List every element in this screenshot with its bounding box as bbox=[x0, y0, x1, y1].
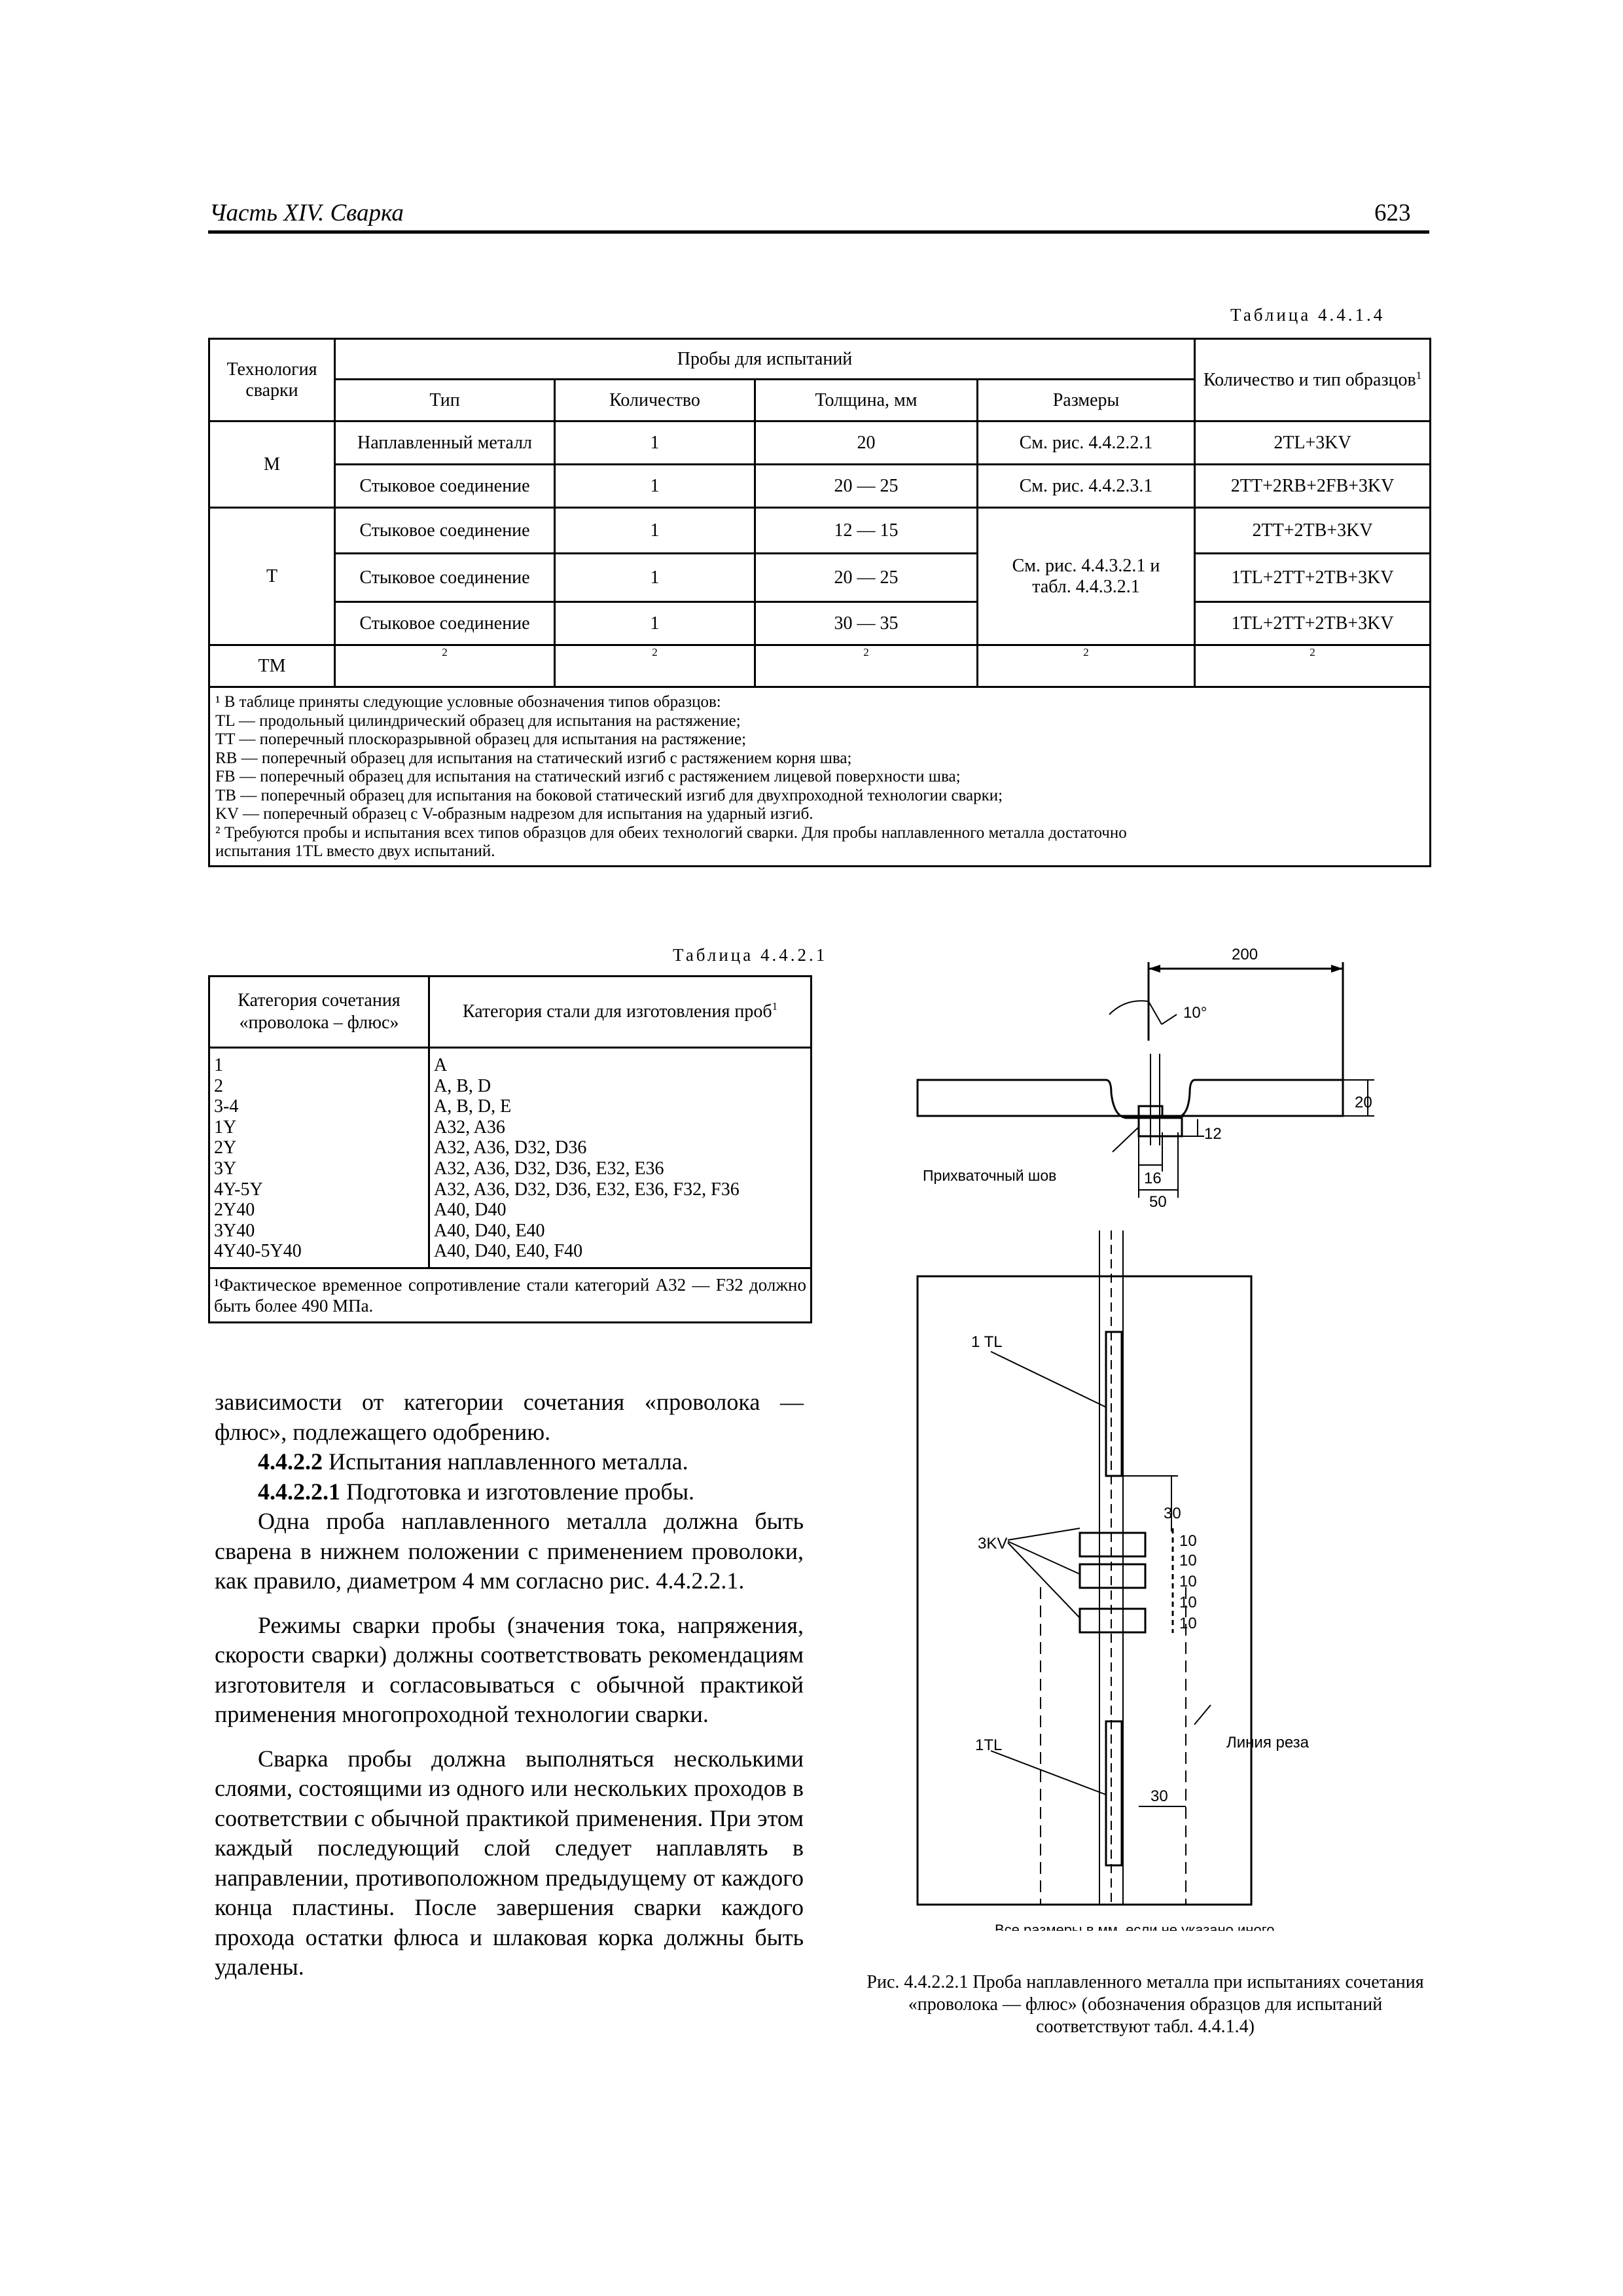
cell-size: См. рис. 4.4.2.3.1 bbox=[978, 465, 1195, 508]
dim-angle: 10° bbox=[1183, 1004, 1207, 1022]
list-item: 4Y-5Y bbox=[214, 1179, 263, 1200]
table-row bbox=[209, 422, 1431, 465]
specimen-kv bbox=[1080, 1564, 1145, 1588]
dim-10: 10 bbox=[1179, 1573, 1197, 1590]
cell-specimens: 1TL+2TT+2TB+3KV bbox=[1195, 554, 1431, 602]
tack-weld-leader bbox=[1113, 1127, 1139, 1152]
list-item: A32, A36, D32, D36, E32, E36, F32, F36 bbox=[434, 1179, 740, 1200]
cell-type: Наплавленный металл bbox=[335, 422, 555, 465]
figure-caption: Рис. 4.4.2.2.1 Проба наплавленного металла при испытаниях сочетания «проволока — флюс» (обозначения образцов для испытаний соответствуют табл. 4.4.1.4) bbox=[866, 1972, 1424, 2037]
list-item: A32, A36 bbox=[434, 1117, 505, 1138]
cell-specimens: 2TL+3KV bbox=[1195, 422, 1431, 465]
cell-note-ref: 2 bbox=[1195, 645, 1431, 687]
plate-section bbox=[918, 1080, 1343, 1118]
cell-qty: 1 bbox=[555, 465, 755, 508]
label-3kv: 3KV bbox=[978, 1535, 1008, 1552]
dim-10: 10 bbox=[1179, 1594, 1197, 1611]
cut-line-leader bbox=[1194, 1705, 1211, 1725]
dim-12: 12 bbox=[1204, 1125, 1222, 1143]
list-item: 1 bbox=[214, 1055, 223, 1075]
table2-footnote: ¹Фактическое временное сопротивление стали категорий A32 — F32 должно быть более 490 МПа. bbox=[209, 1268, 812, 1322]
label-1tl-bottom: 1TL bbox=[975, 1736, 1003, 1754]
list-item: 2Y bbox=[214, 1138, 237, 1158]
list-item: A, B, D bbox=[434, 1075, 491, 1096]
list-item: 4Y40-5Y40 bbox=[214, 1241, 302, 1262]
label-1tl-top: 1 TL bbox=[971, 1333, 1003, 1351]
section-heading: 4.4.2.2 Испытания наплавленного металла. bbox=[258, 1448, 688, 1475]
figure-note: Все размеры в мм, если не указано иного bbox=[995, 1922, 1275, 1931]
technology-t: T bbox=[209, 508, 335, 645]
dim-200: 200 bbox=[1232, 946, 1258, 963]
body-text bbox=[215, 1388, 804, 1982]
cell-qty: 1 bbox=[555, 602, 755, 645]
paragraph: зависимости от категории сочетания «проволока — флюс», подлежащего одобрению. bbox=[215, 1389, 804, 1445]
list-item: A40, D40 bbox=[434, 1200, 507, 1221]
list-item: 1Y bbox=[214, 1117, 237, 1138]
list-item: 3-4 bbox=[214, 1096, 239, 1117]
footnote-line: FB — поперечный образец для испытания на статический изгиб с растяжением лицевой поверхности шва; bbox=[215, 768, 961, 785]
cell-qty: 1 bbox=[555, 554, 755, 602]
dim-30-top: 30 bbox=[1164, 1505, 1181, 1522]
dim-50: 50 bbox=[1149, 1193, 1167, 1211]
table1-caption: Таблица 4.4.1.4 bbox=[1230, 305, 1385, 325]
paragraph: Сварка пробы должна выполняться несколькими слоями, состоящими из одного или нескольких проходов в соответствии с обычной практикой применения. При этом каждый последующий слой следует наплавлять в направлении, противоположном предыдущему от каждого конца пластины. После завершения сварки каждого прохода остатки флюса и шлаковая корка должны быть удалены. bbox=[215, 1745, 804, 1980]
table1-footnotes bbox=[209, 687, 1431, 867]
cell-note-ref: 2 bbox=[755, 645, 978, 687]
list-item: A bbox=[434, 1055, 448, 1075]
table-row bbox=[209, 645, 1431, 687]
footnote-line: TT — поперечный плоскоразрывной образец для испытания на растяжение; bbox=[215, 730, 747, 748]
dim-30-bottom: 30 bbox=[1150, 1787, 1168, 1805]
cell-specimens: 1TL+2TT+2TB+3KV bbox=[1195, 602, 1431, 645]
footnote-line: ² Требуются пробы и испытания всех типов образцов для обеих технологий сварки. Для пробы наплавленного металла достаточно bbox=[215, 823, 1127, 842]
dim-20: 20 bbox=[1355, 1094, 1372, 1111]
cell-thickness: 12 — 15 bbox=[755, 508, 978, 554]
header-type: Тип bbox=[335, 380, 555, 422]
table-row bbox=[209, 602, 1431, 645]
footnote-line: TL — продольный цилиндрический образец для испытания на растяжение; bbox=[215, 711, 741, 730]
cell-size-t: См. рис. 4.4.3.2.1 и табл. 4.4.3.2.1 bbox=[978, 508, 1195, 645]
header-technology: Технология сварки bbox=[209, 339, 335, 422]
header-samples: Пробы для испытаний bbox=[335, 339, 1195, 380]
header-quantity: Количество bbox=[555, 380, 755, 422]
footnote-line: RB — поперечный образец для испытания на статический изгиб с растяжением корня шва; bbox=[215, 749, 852, 767]
dim-10: 10 bbox=[1179, 1552, 1197, 1570]
specimen-kv bbox=[1080, 1533, 1145, 1556]
cell-note-ref: 2 bbox=[555, 645, 755, 687]
cell-type: Стыковое соединение bbox=[335, 554, 555, 602]
dim-10: 10 bbox=[1179, 1615, 1197, 1632]
specimen-kv bbox=[1080, 1609, 1145, 1632]
header-rule bbox=[208, 230, 1429, 234]
cell-type: Стыковое соединение bbox=[335, 508, 555, 554]
footnote-line: TB — поперечный образец для испытания на боковой статический изгиб для двухпроходной технологии сварки; bbox=[215, 786, 1003, 804]
paragraph: Одна проба наплавленного металла должна быть сварена в нижнем положении с применением проволоки, как правило, диаметром 4 мм согласно рис. 4.4.2.2.1. bbox=[215, 1508, 804, 1594]
specimen-1tl-top bbox=[1106, 1332, 1122, 1476]
cell-size: См. рис. 4.4.2.2.1 bbox=[978, 422, 1195, 465]
header-specimens: Количество и тип образцов$^1$ bbox=[1195, 339, 1431, 422]
header-thickness: Толщина, мм bbox=[755, 380, 978, 422]
cell-thickness: 20 — 25 bbox=[755, 554, 978, 602]
cell-qty: 1 bbox=[555, 508, 755, 554]
section-heading: 4.4.2.2.1 Подготовка и изготовление пробы. bbox=[258, 1478, 695, 1505]
cut-line-label: Линия реза bbox=[1226, 1734, 1309, 1751]
page-number: 623 bbox=[1374, 200, 1411, 226]
cell-specimens: 2TT+2RB+2FB+3KV bbox=[1195, 465, 1431, 508]
combination-category-list bbox=[209, 1048, 429, 1268]
running-header-section: Часть XIV. Сварка bbox=[209, 200, 404, 226]
leader-1tl-top bbox=[991, 1352, 1106, 1407]
footnote-line: ¹ В таблице приняты следующие условные обозначения типов образцов: bbox=[215, 693, 721, 711]
list-item: A, B, D, E bbox=[434, 1096, 512, 1117]
table2-caption: Таблица 4.4.2.1 bbox=[673, 945, 828, 965]
leader-1tl-bottom bbox=[991, 1751, 1106, 1795]
angle-arc bbox=[1109, 1001, 1149, 1014]
figure-test-piece bbox=[851, 936, 1440, 1934]
cell-specimens: 2TT+2TB+3KV bbox=[1195, 508, 1431, 554]
list-item: 3Y40 bbox=[214, 1220, 255, 1241]
table-row bbox=[209, 465, 1431, 508]
dim-10: 10 bbox=[1179, 1532, 1197, 1550]
list-item: 2 bbox=[214, 1075, 223, 1096]
list-item: A32, A36, D32, D36 bbox=[434, 1138, 587, 1158]
paragraph: Режимы сварки пробы (значения тока, напряжения, скорости сварки) должны соответствовать рекомендациям изготовителя и согласовываться с обычной практикой применения многопроходной технологии сварки. bbox=[215, 1611, 804, 1727]
cell-type: Стыковое соединение bbox=[335, 602, 555, 645]
list-item: A40, D40, E40 bbox=[434, 1220, 545, 1241]
header-combination-category: Категория сочетания «проволока – флюс» bbox=[209, 977, 429, 1048]
cell-note-ref: 2 bbox=[978, 645, 1195, 687]
table-welding-samples bbox=[208, 338, 1431, 867]
steel-category-list bbox=[429, 1048, 812, 1268]
list-item: 2Y40 bbox=[214, 1200, 255, 1221]
cell-thickness: 30 — 35 bbox=[755, 602, 978, 645]
cell-thickness: 20 bbox=[755, 422, 978, 465]
list-item: A32, A36, D32, D36, E32, E36 bbox=[434, 1158, 664, 1179]
header-dimensions: Размеры bbox=[978, 380, 1195, 422]
cell-note-ref: 2 bbox=[335, 645, 555, 687]
list-item: 3Y bbox=[214, 1158, 237, 1179]
table-wire-flux-categories bbox=[208, 975, 812, 1323]
cell-thickness: 20 — 25 bbox=[755, 465, 978, 508]
plate-plan bbox=[918, 1276, 1251, 1905]
list-item: A40, D40, E40, F40 bbox=[434, 1241, 583, 1262]
specimen-1tl-bottom bbox=[1106, 1721, 1122, 1865]
table-row bbox=[209, 554, 1431, 602]
dim-16: 16 bbox=[1144, 1170, 1162, 1187]
figure-drawing bbox=[851, 936, 1440, 1931]
footnote-line: KV — поперечный образец с V-образным надрезом для испытания на ударный изгиб. bbox=[215, 805, 813, 823]
tack-weld-label: Прихваточный шов bbox=[923, 1167, 1057, 1184]
footnote-line: испытания 1TL вместо двух испытаний. bbox=[215, 842, 495, 860]
table-row bbox=[209, 508, 1431, 554]
technology-m: M bbox=[209, 422, 335, 508]
technology-tm: TM bbox=[209, 645, 335, 687]
cell-type: Стыковое соединение bbox=[335, 465, 555, 508]
cell-qty: 1 bbox=[555, 422, 755, 465]
header-steel-category: Категория стали для изготовления проб$^1$ bbox=[429, 977, 812, 1048]
